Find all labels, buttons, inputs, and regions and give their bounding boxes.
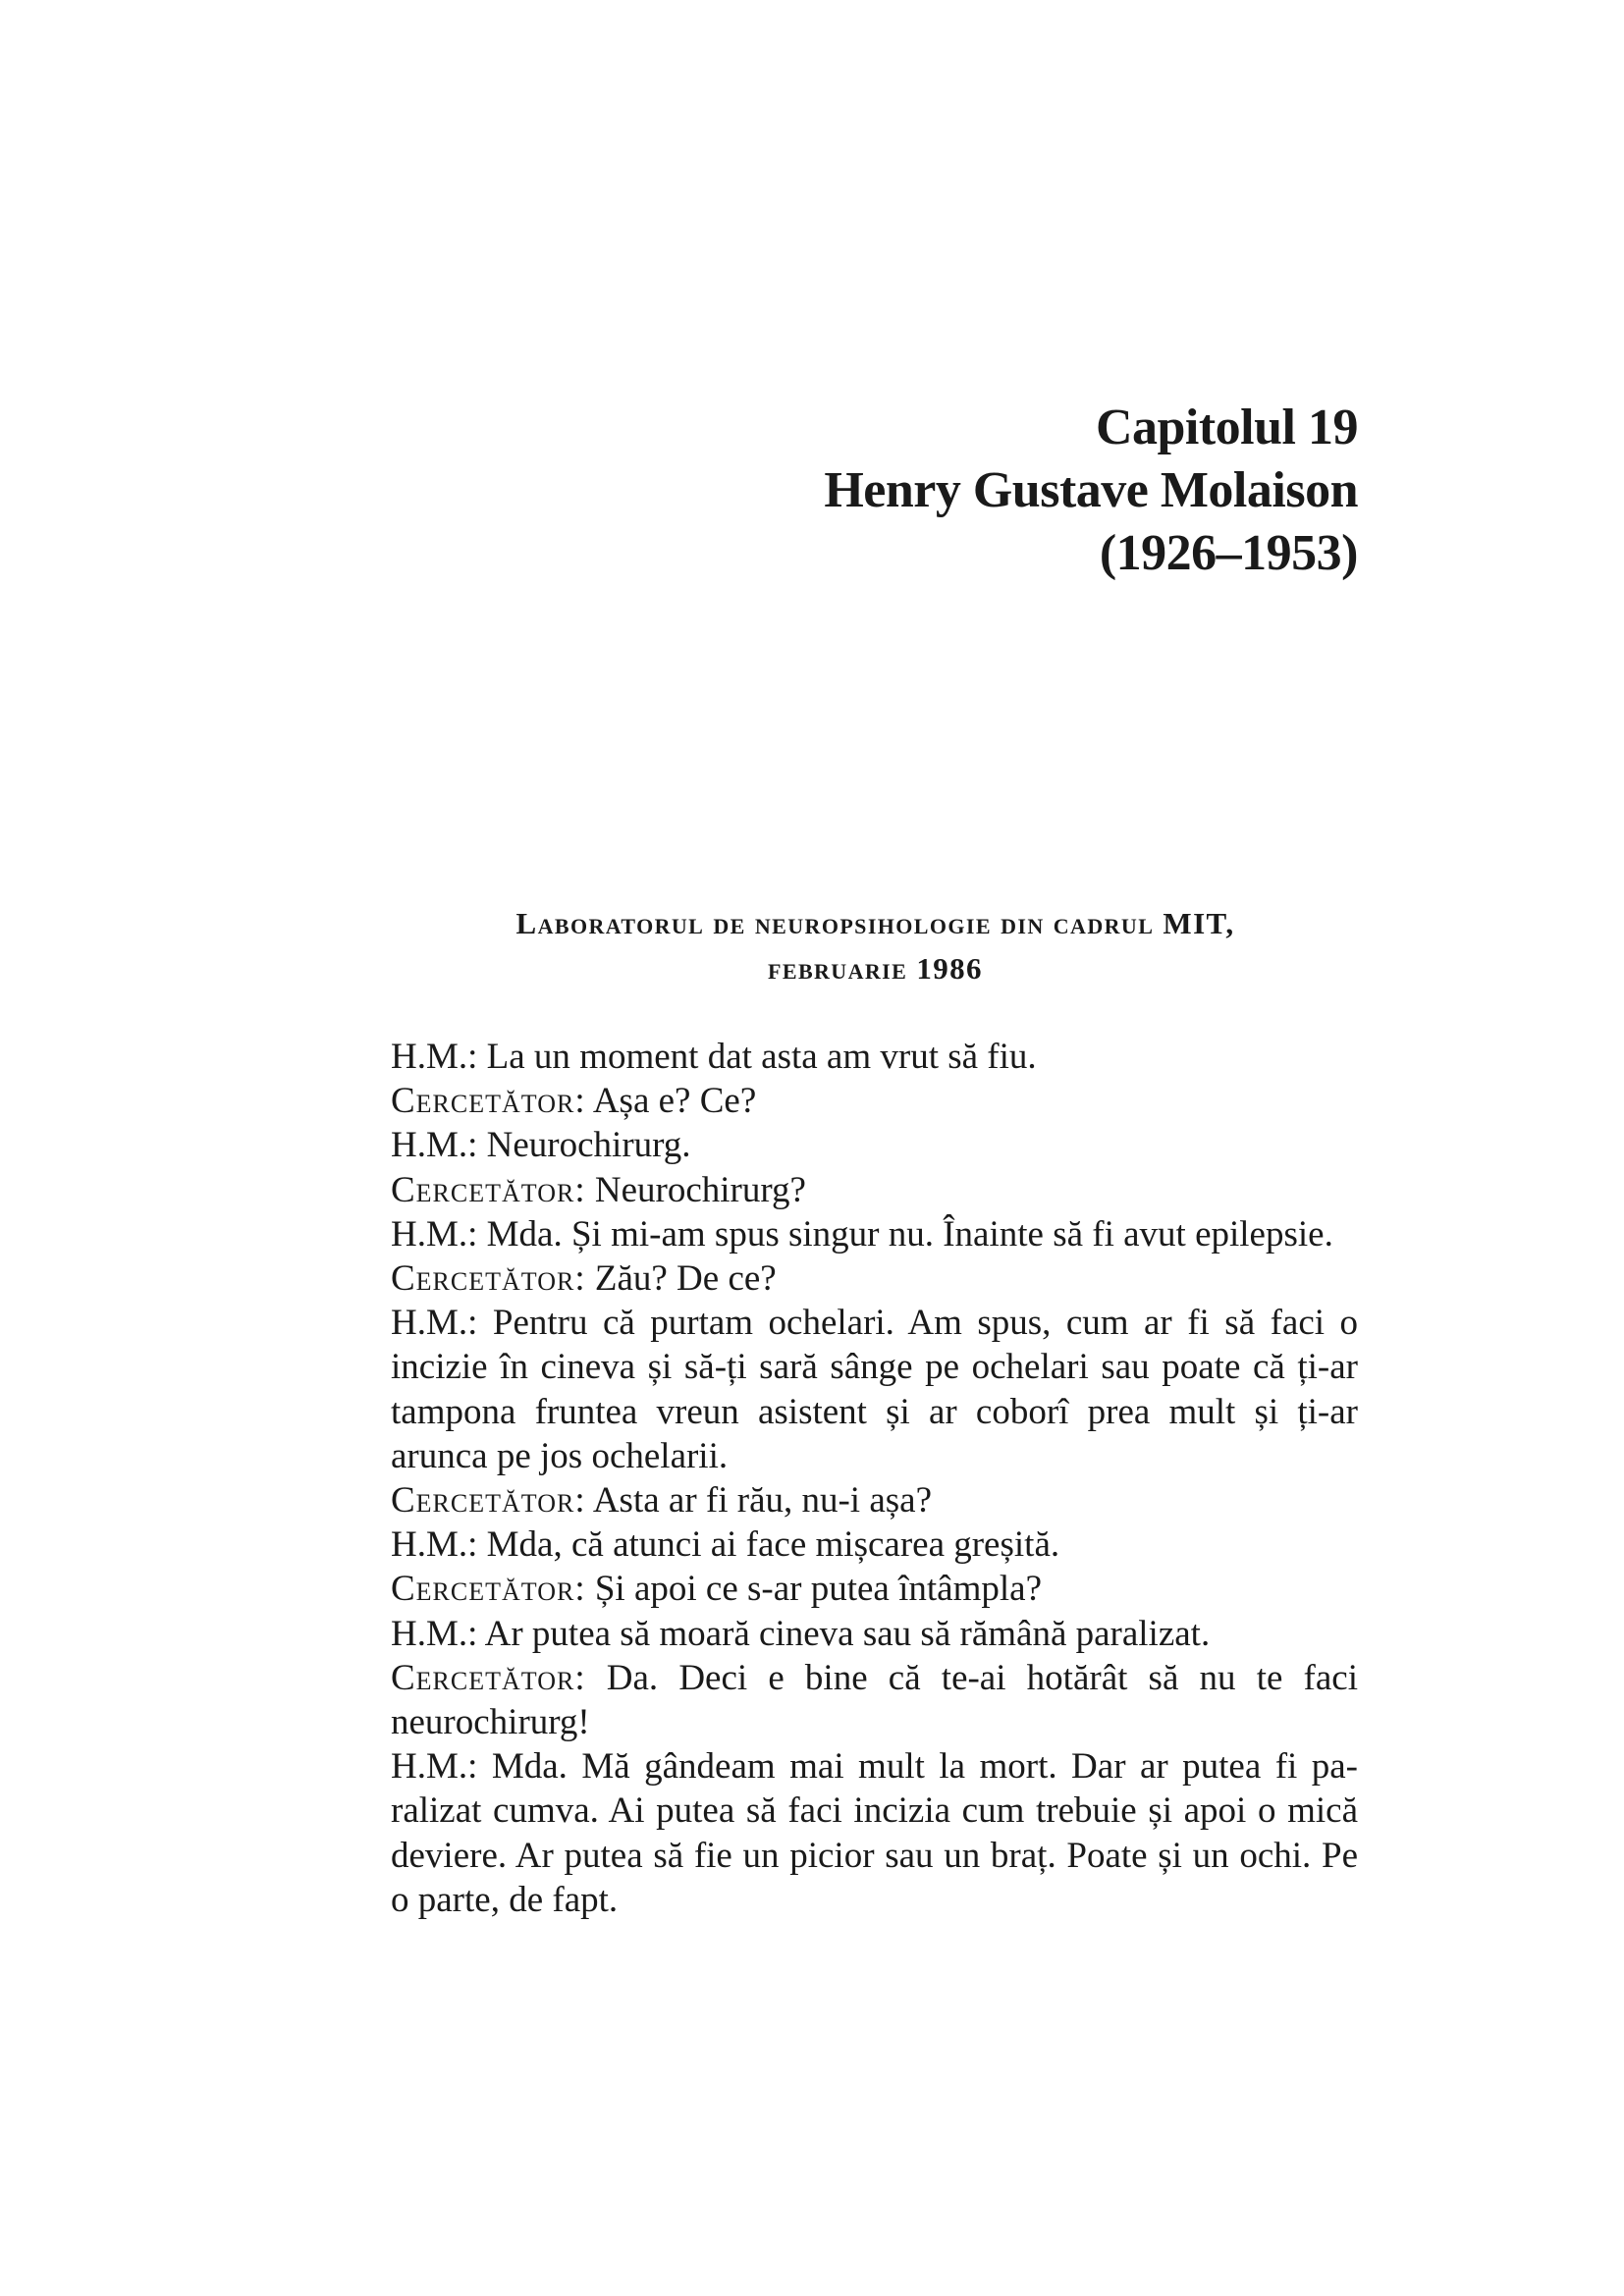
speaker-label: H.M.: — [391, 1613, 478, 1654]
speech-text: Mda. Și mi-am spus singur nu. Înainte să fi avut epilepsie. — [486, 1213, 1333, 1255]
section-date: februarie 1986 — [768, 951, 983, 986]
speaker-label: Cercetător: — [391, 1480, 586, 1522]
dialogue-body — [391, 1035, 1358, 1922]
speaker-label: H.M.: — [391, 1037, 478, 1077]
speaker-label: Cercetător: — [391, 1169, 586, 1210]
speaker-label: H.M.: — [391, 1524, 478, 1566]
speech-text: Mda. Mă gândeam mai mult la mort. Dar ar putea fi pa-ralizat cumva. Ai putea să faci incizia cum trebuie și apoi o mică deviere. Ar putea să fie un picior sau un braț. Poate și un ochi. Pe o parte, de fapt. — [391, 1746, 1358, 1920]
dialogue-turn — [391, 1168, 1358, 1212]
speech-text: Da. Deci e bine că te-ai hotărât să nu te faci neurochirurg! — [391, 1657, 1358, 1743]
speech-text: Pentru că purtam ochelari. Am spus, cum ar fi să faci o incizie în cineva și să-ți sară sânge pe ochelari sau poate că ți-ar tampona fruntea vreun asistent și ar coborî prea mult și ți-ar arunca pe jos ochelarii. — [391, 1303, 1358, 1476]
speaker-label: H.M.: — [391, 1746, 478, 1788]
dialogue-turn — [391, 1256, 1358, 1301]
speech-text: Asta ar fi rău, nu-i așa? — [592, 1480, 933, 1522]
dialogue-turn — [391, 1212, 1358, 1256]
speaker-label: H.M.: — [391, 1303, 478, 1344]
dialogue-turn — [391, 1035, 1358, 1079]
speaker-label: Cercetător: — [391, 1258, 586, 1300]
speaker-label: H.M.: — [391, 1125, 478, 1166]
chapter-number: Capitolul 19 — [1095, 400, 1358, 455]
speaker-label: Cercetător: — [391, 1657, 586, 1698]
speech-text: Zău? De ce? — [594, 1258, 777, 1300]
speech-text: Neurochirurg. — [486, 1125, 691, 1166]
dialogue-turn — [391, 1522, 1358, 1567]
section-heading — [393, 901, 1358, 991]
dialogue-turn — [391, 1567, 1358, 1611]
dialogue-turn — [391, 1744, 1358, 1922]
speaker-label: Cercetător: — [391, 1569, 586, 1610]
section-location: Laboratorul de neuropsihologie din cadrul MIT, — [515, 906, 1235, 940]
dialogue-turn — [391, 1123, 1358, 1167]
speaker-label: H.M.: — [391, 1213, 478, 1255]
speech-text: Și apoi ce s-ar putea întâmpla? — [594, 1569, 1042, 1610]
speaker-label: Cercetător: — [391, 1081, 586, 1122]
speech-text: Neurochirurg? — [594, 1169, 806, 1210]
speech-text: Așa e? Ce? — [592, 1081, 757, 1122]
chapter-title: Henry Gustave Molaison — [824, 462, 1358, 518]
dialogue-turn — [391, 1478, 1358, 1522]
dialogue-turn — [391, 1656, 1358, 1744]
chapter-heading — [687, 397, 1358, 585]
dialogue-turn — [391, 1612, 1358, 1656]
speech-text: La un moment dat asta am vrut să fiu. — [486, 1037, 1037, 1077]
speech-text: Mda, că atunci ai face mișcarea greșită. — [486, 1524, 1060, 1566]
dialogue-turn — [391, 1079, 1358, 1123]
dialogue-turn — [391, 1301, 1358, 1478]
chapter-years: (1926–1953) — [1099, 525, 1358, 581]
speech-text: Ar putea să moară cineva sau să rămână paralizat. — [484, 1613, 1211, 1654]
